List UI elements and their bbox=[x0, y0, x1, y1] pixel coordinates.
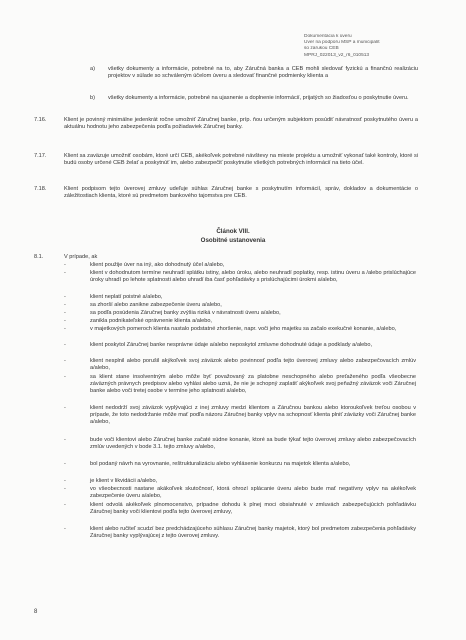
item-b-label: b) bbox=[90, 95, 95, 101]
clause-716-number: 7.16. bbox=[34, 117, 47, 123]
dash-marker: - bbox=[64, 437, 66, 443]
article-title: Článok VIII. bbox=[216, 228, 250, 235]
header-line-4: MPRJ_022013_v2_r6_010513 bbox=[304, 52, 370, 58]
list-item: klient nedodrží svoj záväzok vyplývajúci z inej zmluvy medzi klientom a Záručnou bankou alebo ktoroukoľvek treťou osobou v prípade, že toto nedodržanie môže mať podľa názoru Záručnej banky vplyv na schopnosť klienta plniť záväzky voči Záručnej banke a/alebo, bbox=[90, 405, 416, 426]
dash-marker: - bbox=[64, 461, 66, 467]
dash-marker: - bbox=[64, 270, 66, 276]
list-item: sa klient stane insolventným alebo môže byť považovaný za platobne neschopného alebo preťaženého podľa všeobecne záväzných právnych predpisov alebo vyhlási alebo uzná, že nie je schopný zaplatiť akýkoľvek svoj peňažný záväzok voči Záručnej banke alebo voči tretej osobe v termíne jeho splatnosti a/alebo, bbox=[90, 374, 416, 395]
list-item: klient nesplnil alebo porušil akýkoľvek svoj záväzok alebo povinnosť podľa tejto úverovej zmluvy alebo zabezpečovacích zmlúv a/alebo, bbox=[90, 358, 416, 372]
dash-marker: - bbox=[64, 318, 66, 324]
clause-716-text: Klient je povinný minimálne jedenkrát ročne umožniť Záručnej banke, príp. ňou určeným subjektom posúdiť návratnosť poskytnutého úveru a aktuálnu hodnotu jeho zabezpečenia podľa požiadaviek Záručnej banky. bbox=[64, 117, 418, 131]
list-item: klient neplatí poistné a/alebo, bbox=[90, 294, 163, 300]
dash-marker: - bbox=[64, 342, 66, 348]
dash-marker: - bbox=[64, 310, 66, 316]
list-item: v majetkových pomeroch klienta nastalo podstatné zhoršenie, napr. voči jeho majetku sa začalo exekučné konanie, a/alebo, bbox=[90, 326, 397, 332]
clause-717-number: 7.17. bbox=[34, 153, 47, 159]
header-line-2: Úver na podporu MSP a municipalít bbox=[304, 40, 380, 46]
list-item: klient použije úver na iný, ako dohodnutý účel a/alebo, bbox=[90, 262, 225, 268]
dash-marker: - bbox=[64, 358, 66, 364]
dash-marker: - bbox=[64, 502, 66, 508]
item-b-text: všetky dokumenty a informácie, potrebné na ujasnenie a doplnenie informácií, prijatých so žiadosťou o poskytnutie úveru. bbox=[108, 95, 409, 101]
list-item: klient alebo ručiteľ scudzí bez predchádzajúceho súhlasu Záručnej banky majetok, ktorý bol predmetom zabezpečenia pohľadávky Záručnej banky vyplývajúcej z tejto úverovej zmluvy. bbox=[90, 526, 416, 540]
list-item: sa zhorší alebo zanikne zabezpečenie úveru a/alebo, bbox=[90, 302, 222, 308]
item-a-label: a) bbox=[90, 66, 95, 72]
item-a-text: všetky dokumenty a informácie, potrebné na to, aby Záručná banka a CEB mohli sledovať fyzickú a finančnú realizáciu projektov v súlade so schváleným účelom úveru a sledovať finančné podmienky klienta a bbox=[108, 66, 418, 80]
dash-marker: - bbox=[64, 374, 66, 380]
dash-marker: - bbox=[64, 262, 66, 268]
article-subtitle: Osobitné ustanovenia bbox=[200, 237, 266, 244]
list-item: klient odvolá akékoľvek plnomocenstvo, prípadne dohodu k plnej moci obsiahnuté v zmluvách zabezpečujúcich pohľadávku Záručnej banky voči klientovi podľa tejto úverovej zmluvy, bbox=[90, 502, 416, 516]
header-line-1: Dokumentácia k úveru bbox=[304, 34, 352, 39]
dash-marker: - bbox=[64, 294, 66, 300]
list-item: sa podľa posúdenia Záručnej banky zvýšia riziká v návratnosti úveru a/alebo, bbox=[90, 310, 281, 316]
clause-718-text: Klient podpisom tejto úverovej zmluvy udeľuje súhlas Záručnej banke s poskytnutím informácií, správ, dokladov a dokumentácie o záležitostiach klienta, ktoré sú predmetom bankového tajomstva pre CEB. bbox=[64, 186, 418, 200]
list-item: bude voči klientovi alebo Záručnej banke začaté súdne konanie, ktoré sa bude týkať tejto úverovej zmluvy alebo zabezpečovacích zmlúv uvedených v bode 3.1. tejto zmluvy a/alebo, bbox=[90, 437, 416, 451]
clause-717-text: Klient sa zaväzuje umožniť osobám, ktoré určí CEB, akékoľvek potrebné návštevy na mieste projektu a umožniť vykonať také kontroly, ktoré si budú osoby určené CEB želať a poskytnúť im, alebo zabezpečiť poskytnutie všetkých potrebných informácií na tieto účel. bbox=[64, 153, 418, 167]
dash-marker: - bbox=[64, 326, 66, 332]
clause-81-intro: V prípade, ak bbox=[64, 254, 98, 260]
header-line-3: so zárukou CEB bbox=[304, 46, 339, 52]
clause-81-number: 8.1. bbox=[34, 254, 44, 260]
page-number: 8 bbox=[34, 609, 38, 615]
document-header bbox=[304, 34, 454, 59]
list-item: zanikla podnikateľské oprávnenie klienta a/alebo, bbox=[90, 318, 212, 324]
list-item: je klient v likvidácii a/alebo, bbox=[90, 478, 158, 484]
dash-marker: - bbox=[64, 302, 66, 308]
dash-marker: - bbox=[64, 405, 66, 411]
list-item: klient poskytol Záručnej banke nesprávne údaje a/alebo neposkytol zmluvne dohodnuté údaje a podklady a/alebo, bbox=[90, 342, 373, 348]
list-item: bol podaný návrh na vyrovnanie, reštrukturalizáciu alebo vyhlásenie konkurzu na majetok klienta a/alebo, bbox=[90, 461, 351, 467]
dash-marker: - bbox=[64, 478, 66, 484]
list-item: klient v dohodnutom termíne neuhradí splátku istiny, alebo úroku, alebo neuhradí poplatky, resp. istinu úveru a /alebo prislúchajúce úroky uhradí po lehote splatnosti alebo uhradí iba časť pohľadávky s prislúchajúcimi úrokmi a/alebo, bbox=[90, 270, 416, 284]
dash-marker: - bbox=[64, 486, 66, 492]
clause-718-number: 7.18. bbox=[34, 186, 47, 192]
list-item: vo všeobecnosti nastane akákoľvek skutočnosť, ktorá ohrozí splácanie úveru alebo bude mať negatívny vplyv na akékoľvek zabezpečenie úveru a/alebo, bbox=[90, 486, 416, 500]
dash-marker: - bbox=[64, 526, 66, 532]
